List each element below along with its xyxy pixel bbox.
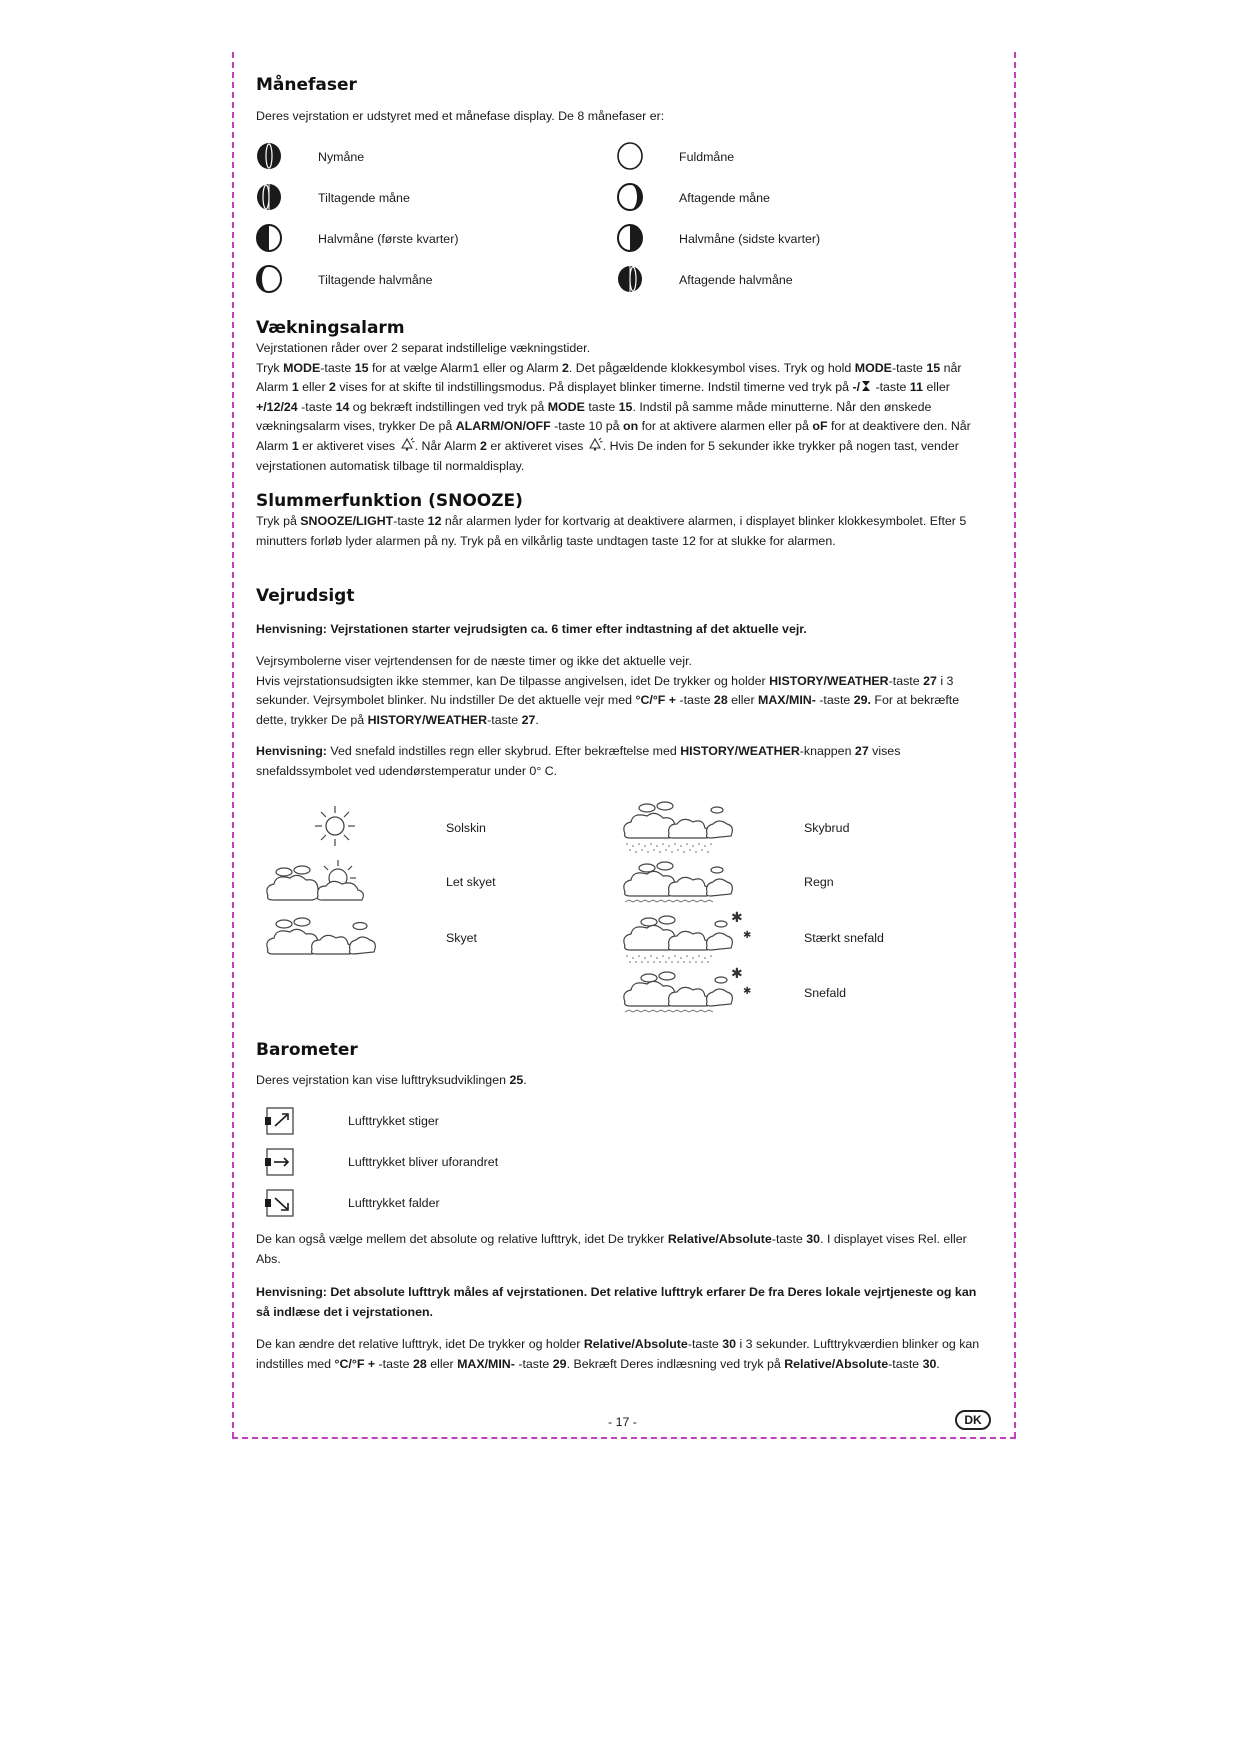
alarm-bell-1-icon — [399, 437, 415, 451]
page-border-bottom — [232, 1437, 1016, 1439]
heavy-snow-icon — [619, 908, 757, 964]
waxing-crescent-icon — [256, 183, 282, 211]
snowfall-icon — [619, 964, 757, 1016]
full-moon-icon — [617, 142, 643, 170]
moon-phase-label: Tiltagende måne — [318, 191, 410, 205]
alarm-paragraph-2: Tryk MODE-taste 15 for at vælge Alarm1 eller og Alarm 2. Det pågældende klokkesymbol vises. Tryk og hold MODE-taste 15 når Alarm 1 eller 2 vises for at skifte til indstillingsmodus. På displayet blinker timerne. Indstil timerne ved tryk på -/ -taste 11 eller +/12/24 -taste 14 og bekræft indstillingen ved tryk på MODE taste 15. Indstil på samme måde minutterne. Når den ønskede vækningsalarm vises, trykker De på ALARM/ON/OFF -taste 10 på on for at aktivere alarmen eller på oF for at deaktivere den. Når Alarm 1 er aktiveret vises . Når Alarm 2 er aktiveret vises . Hvis De inden for 5 sekunder ikke trykker på nogen tast, vender vejrstationen automatisk tilbage til normaldisplay. — [256, 360, 971, 473]
page-number: - 17 - — [608, 1415, 637, 1429]
svg-text:✱: ✱ — [743, 930, 752, 941]
pressure-trend-label: Lufttrykket falder — [348, 1196, 440, 1210]
sunshine-icon — [312, 804, 358, 848]
alarm-paragraph-1: Vejrstationen råder over 2 separat indstillelige vækningstider. — [256, 341, 591, 355]
page-border-right — [1014, 52, 1016, 1438]
alarm-text — [256, 339, 991, 476]
pressure-rising-icon — [263, 1106, 295, 1136]
cloudy-icon — [262, 912, 380, 958]
rain-icon — [619, 860, 737, 906]
alarm-heading: Vækningsalarm — [256, 318, 405, 338]
pressure-trend-label: Lufttrykket stiger — [348, 1114, 439, 1128]
pressure-falling-icon — [263, 1188, 295, 1218]
pressure-trend-label: Lufttrykket bliver uforandret — [348, 1155, 499, 1169]
country-badge: DK — [955, 1410, 991, 1430]
moon-phase-label: Aftagende halvmåne — [679, 273, 793, 287]
svg-text:✱: ✱ — [731, 910, 743, 926]
moon-phase-label: Tiltagende halvmåne — [318, 273, 433, 287]
forecast-text — [256, 652, 991, 730]
pressure-steady-icon — [263, 1147, 295, 1177]
barometer-paragraph-2: De kan ændre det relative lufttryk, idet De trykker og holder Relative/Absolute-taste 30 i 3 sekunder. Lufttrykværdien blinker og kan indstilles med °C/°F + -taste 28 eller MAX/MIN- -taste 29. Bekræft Deres indlæsning ved tryk på Relative/Absolute-taste 30. — [256, 1337, 980, 1371]
forecast-paragraph-1: Vejrsymbolerne viser vejrtendensen for de næste timer og ikke det aktuelle vejr. — [256, 654, 692, 668]
weather-label: Solskin — [446, 821, 486, 835]
hourglass-icon — [860, 380, 872, 392]
weather-label: Skyet — [446, 931, 477, 945]
weather-label: Stærkt snefald — [804, 931, 884, 945]
first-quarter-icon — [256, 224, 282, 252]
barometer-heading: Barometer — [256, 1040, 358, 1060]
weather-label: Skybrud — [804, 821, 850, 835]
forecast-paragraph-2: Hvis vejrstationsudsigten ikke stemmer, kan De tilpasse angivelsen, idet De trykker og holder HISTORY/WEATHER-taste 27 i 3 sekunder. Vejrsymbolet blinker. Nu indstiller De det aktuelle vejr med °C/°F + -taste 28 eller MAX/MIN- -taste 29. For at bekræfte dette, trykker De på HISTORY/WEATHER-taste 27. — [256, 673, 960, 727]
moon-phase-label: Halvmåne (første kvarter) — [318, 232, 459, 246]
snooze-paragraph: Tryk på SNOOZE/LIGHT-taste 12 når alarmen lyder for kortvarig at deaktivere alarmen, i displayet blinker klokkesymbolet. Efter 5 minutters forløb lyder alarmen på ny. Tryk på en vilkårlig taste undtagen taste 12 for at slukke for alarmen. — [256, 514, 967, 548]
moon-phases-intro: Deres vejrstation er udstyret med et månefase display. De 8 månefaser er: — [256, 109, 665, 123]
barometer-intro: Deres vejrstation kan vise lufttryksudviklingen 25. — [256, 1073, 527, 1087]
forecast-heading: Vejrudsigt — [256, 586, 355, 606]
partly-cloudy-icon — [262, 856, 380, 906]
last-quarter-icon — [617, 224, 643, 252]
moon-phase-label: Fuldmåne — [679, 150, 735, 164]
waning-crescent-icon — [617, 265, 643, 293]
moon-phase-label: Aftagende måne — [679, 191, 770, 205]
snooze-heading: Slummerfunktion (SNOOZE) — [256, 491, 523, 511]
svg-text:✱: ✱ — [731, 966, 743, 982]
moon-phase-label: Halvmåne (sidste kvarter) — [679, 232, 821, 246]
page-border-left — [232, 52, 234, 1438]
weather-label: Let skyet — [446, 875, 496, 889]
weather-label: Regn — [804, 875, 834, 889]
cloudburst-icon — [619, 800, 737, 856]
alarm-bell-2-icon — [587, 437, 603, 451]
barometer-note: Henvisning: Det absolute lufttryk måles af vejrstationen. Det relative lufttryk erfarer De fra Deres lokale vejrtjeneste og kan så indlæse det i vejrstationen. — [256, 1285, 977, 1319]
barometer-paragraph-1: De kan også vælge mellem det absolute og relative lufttryk, idet De trykker Relative/Absolute-taste 30. I displayet vises Rel. eller Abs. — [256, 1232, 967, 1266]
new-moon-icon — [256, 142, 282, 170]
moon-phases-heading: Månefaser — [256, 75, 357, 95]
forecast-note-1: Henvisning: Vejrstationen starter vejrudsigten ca. 6 timer efter indtastning af det aktuelle vejr. — [256, 622, 807, 636]
weather-label: Snefald — [804, 986, 847, 1000]
waning-gibbous-icon — [617, 183, 643, 211]
svg-text:✱: ✱ — [743, 986, 752, 997]
moon-phase-label: Nymåne — [318, 150, 365, 164]
forecast-note-2: Henvisning: Ved snefald indstilles regn eller skybrud. Efter bekræftelse med HISTORY/WEATHER-knappen 27 vises snefaldssymbolet ved udendørstemperatur under 0° C. — [256, 744, 901, 778]
waxing-gibbous-icon — [256, 265, 282, 293]
